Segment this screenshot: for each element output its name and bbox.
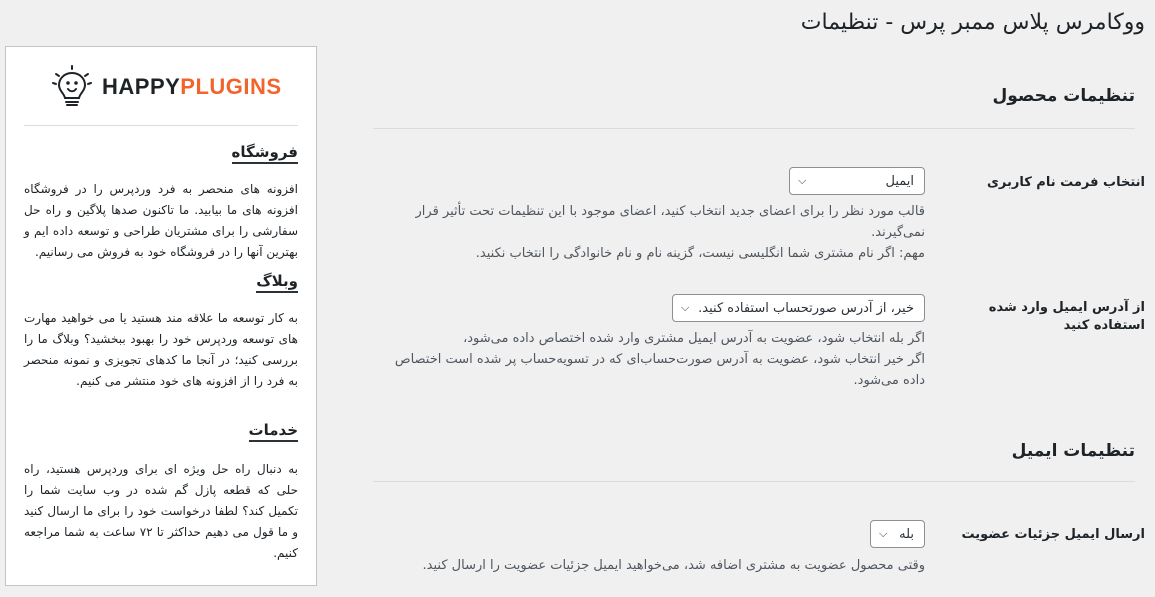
- description-line: مهم: اگر نام مشتری شما انگلیسی نیست، گزینه نام و نام خانوادگی را انتخاب نکنید.: [475, 246, 925, 261]
- shop-description: افزونه های منحصر به فرد وردپرس را در فروشگاه افزونه های ما بیابید. ما تاکنون صدها پلاگین و راه حل سفارشی را برای مشتریان طراحی و توسعه داده ایم و بهترین آنها را در فروشگاه خود به فروش می رسانیم.: [24, 182, 298, 259]
- product-settings-title: تنظیمات محصول: [992, 86, 1135, 106]
- happyplugins-logo[interactable]: [50, 65, 282, 109]
- logo-wordmark: [102, 74, 282, 100]
- send-membership-details-value: بله: [899, 526, 914, 542]
- chevron-down-icon: ⌵: [798, 174, 807, 187]
- happyplugins-sidebar: [5, 46, 317, 586]
- send-membership-details-label: ارسال ایمیل جزئیات عضویت: [961, 527, 1145, 542]
- divider: [24, 125, 298, 126]
- blog-description: به کار توسعه ما علاقه مند هستید یا می خواهید مهارت های توسعه وردپرس خود را بهبود ببخشید؟ وبلاگ ما را بررسی کنید؛ در آنجا ما کدهای تجویزی و نمونه منحصر به فرد را از افزونه های خود منتشر می کنیم.: [24, 311, 298, 388]
- services-link[interactable]: خدمات: [249, 421, 298, 442]
- description-line: وقتی محصول عضویت به مشتری اضافه شد، می‌خواهید ایمیل جزئیات عضویت را ارسال کنید.: [422, 558, 925, 573]
- page-title: ووکامرس پلاس ممبر پرس - تنظیمات: [800, 10, 1145, 35]
- email-settings-title: تنظیمات ایمیل: [1011, 441, 1135, 461]
- username-format-description: [385, 201, 925, 264]
- send-membership-details-select[interactable]: [870, 520, 925, 548]
- send-membership-details-description: [385, 555, 925, 576]
- chevron-down-icon: ⌵: [879, 527, 888, 540]
- chevron-down-icon: ⌵: [681, 301, 690, 314]
- use-billing-email-description: [385, 328, 925, 391]
- lightbulb-mascot-icon: [50, 65, 94, 109]
- use-billing-email-value: خیر، از آدرس صورتحساب استفاده کنید.: [698, 300, 914, 316]
- shop-link[interactable]: فروشگاه: [232, 143, 298, 164]
- services-description: به دنبال راه حل ویژه ای برای وردپرس هستید، راه حلی که قطعه پازل گم شده در وب سایت شما را تکمیل کند؟ لطفا درخواست خود را برای ما ارسال کنید و ما قول می دهیم حداکثر تا ۷۲ ساعت به شما مراجعه کنیم.: [24, 462, 299, 560]
- description-line: اگر خیر انتخاب شود، عضویت به آدرس صورت‌حساب‌ای که در تسویه‌حساب پر شده است اختصاص داده می‌شود.: [394, 352, 925, 388]
- divider: [373, 128, 1135, 129]
- logo-plugins: PLUGINS: [180, 74, 282, 99]
- use-billing-email-select[interactable]: [672, 294, 925, 322]
- use-billing-email-label: از آدرس ایمیل وارد شده استفاده کنید: [988, 300, 1145, 333]
- description-line: اگر بله انتخاب شود، عضویت به آدرس ایمیل مشتری وارد شده اختصاص داده می‌شود،: [463, 331, 925, 346]
- logo-happy: HAPPY: [102, 74, 181, 99]
- username-format-value: ایمیل: [885, 173, 914, 189]
- username-format-label: انتخاب فرمت نام کاربری: [986, 175, 1145, 190]
- blog-link[interactable]: وبلاگ: [256, 272, 298, 293]
- username-format-select[interactable]: [789, 167, 925, 195]
- settings-main: [365, 0, 1155, 597]
- description-line: قالب مورد نظر را برای اعضای جدید انتخاب کنید، اعضای موجود با این تنظیمات تحت تأثیر قرار نمی‌گیرند.: [415, 204, 925, 240]
- divider: [373, 481, 1135, 482]
